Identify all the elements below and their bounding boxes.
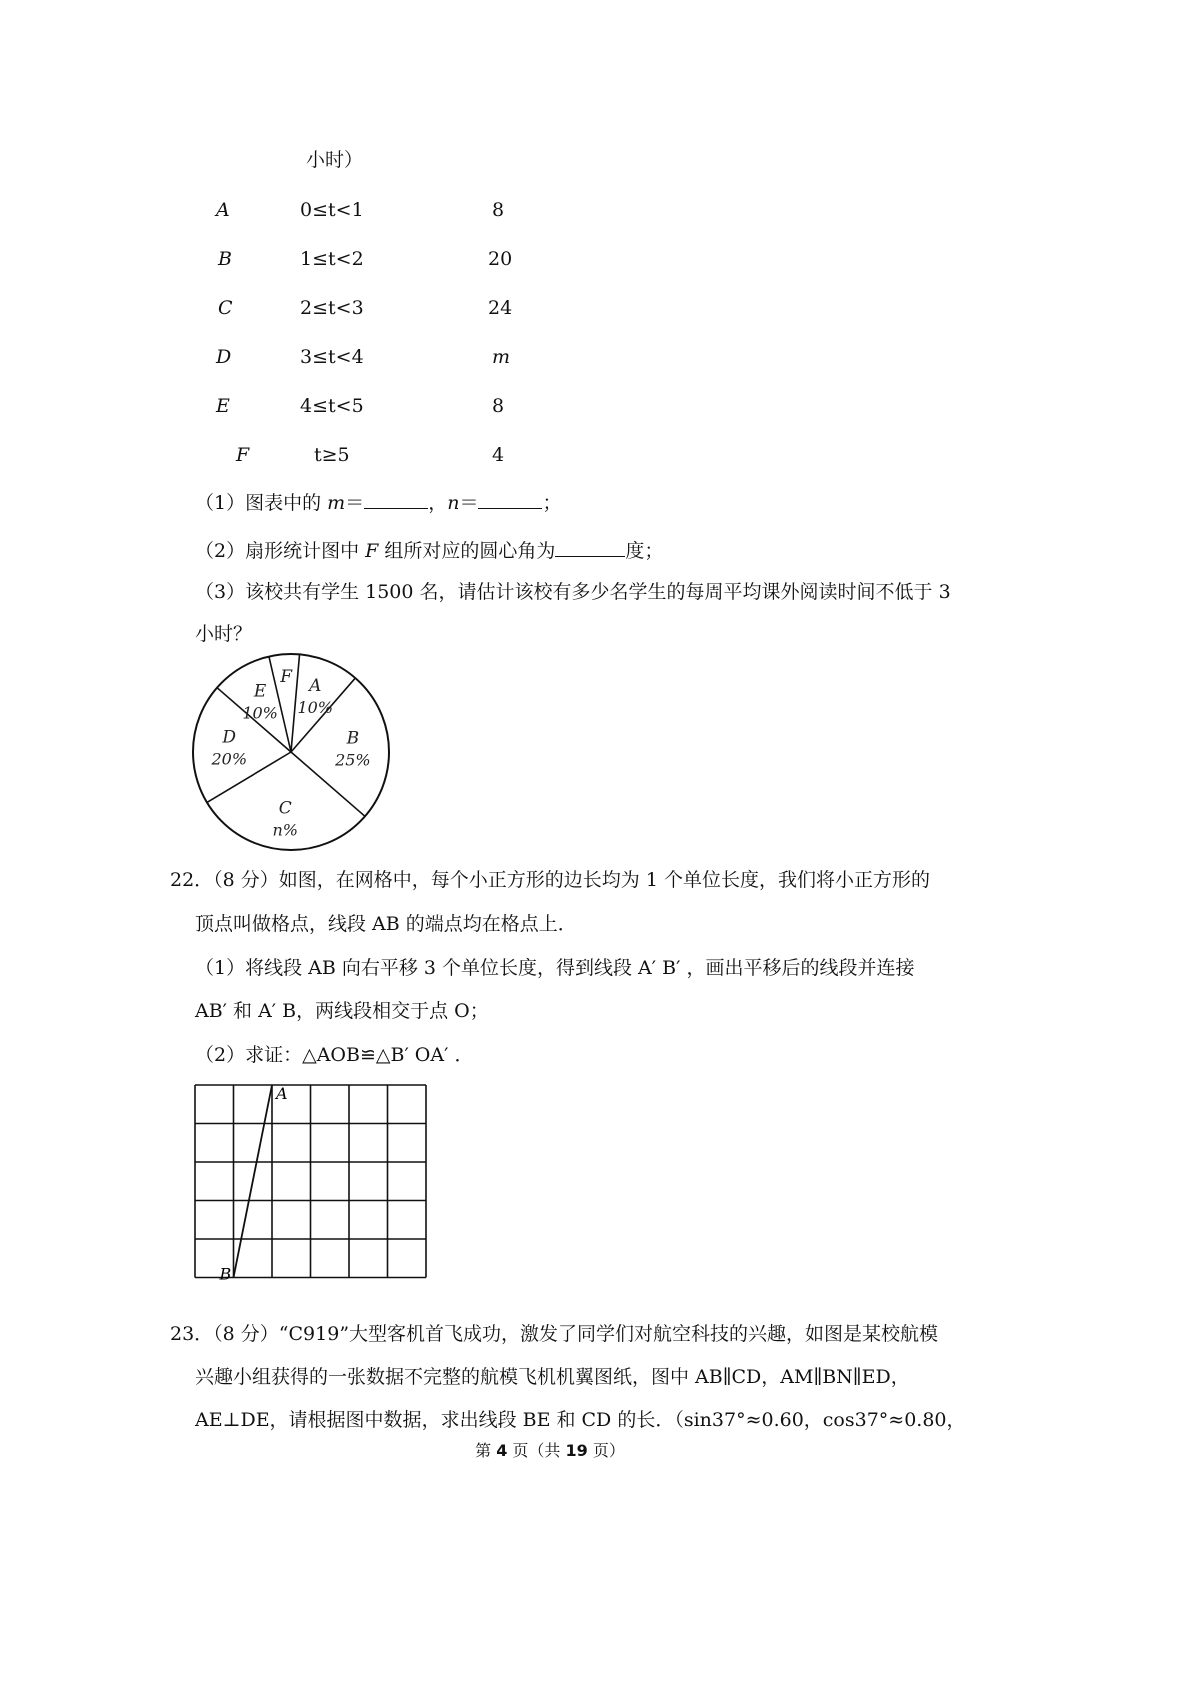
footer-prefix: 第 [475,1441,497,1460]
pie-percent-e: 10% [242,703,278,723]
page-footer [0,1438,1100,1461]
q23-line3: AE⊥DE，请根据图中数据，求出线段 BE 和 CD 的长．（sin37°≈0.60，cos37°≈0.80， [195,1409,966,1431]
table-row-group: F [236,444,250,466]
pie-percent-d: 20% [211,749,248,769]
pie-label-e: E [253,681,267,702]
q21-eq: ＝ [459,492,479,514]
q21-part1 [195,490,561,515]
footer-suffix: 页） [587,1441,625,1460]
q21-part2-mid: 组所对应的圆心角为 [378,540,556,562]
pie-percent-c: n% [272,820,299,840]
table-row-count: 4 [492,444,505,466]
q21-part3-line1: （3）该校共有学生 1500 名，请估计该校有多少名学生的每周平均课外阅读时间不低于 3 [195,581,951,603]
page-number: 4 [496,1441,508,1460]
q21-eq: ＝ [345,492,365,514]
grid-figure [185,1075,435,1295]
page-total: 19 [565,1441,588,1460]
table-row-range: 1≤t<2 [300,248,364,270]
q22-line3: （1）将线段 AB 向右平移 3 个单位长度，得到线段 A′ B′ ，画出平移后的线段并连接 [195,957,915,979]
q21-part2 [195,538,663,563]
point-a-label: A [276,1084,288,1103]
table-row-group: D [216,346,232,368]
table-row-range: 2≤t<3 [300,297,364,319]
q22-line4: AB′ 和 A′ B，两线段相交于点 O； [195,1000,489,1022]
q21-end: ； [542,492,562,514]
q21-part2-end: 度； [625,540,664,562]
pie-label-c: C [278,798,292,819]
table-row-range: 4≤t<5 [300,395,364,417]
table-row-range: 3≤t<4 [300,346,364,368]
table-row-count: 20 [488,248,513,270]
q21-var-f: F [365,540,379,562]
answer-blank-n [478,490,542,509]
table-row-count: 24 [488,297,513,319]
q21-sep: ， [428,492,448,514]
q22-line2: 顶点叫做格点，线段 AB 的端点均在格点上． [195,913,577,935]
pie-chart [180,640,410,855]
q23-line1: 23．（8 分）“C919”大型客机首飞成功，激发了同学们对航空科技的兴趣，如图是某校航模 [170,1323,939,1345]
footer-mid: 页（共 [507,1441,566,1460]
pie-label-d: D [222,727,237,748]
q21-var-m: m [327,492,346,514]
q22-line5: （2）求证：△AOB≌△B′ OA′ ． [195,1044,474,1066]
table-row-count: 8 [492,395,505,417]
table-row-range: 0≤t<1 [300,199,364,221]
table-row-group: E [216,395,230,417]
answer-blank-m [364,490,428,509]
table-row-group: A [216,199,230,221]
pie-percent-b: 25% [335,750,371,770]
table-row-group: B [218,248,232,270]
pie-percent-a: 10% [297,697,334,717]
q21-var-n: n [447,492,460,514]
point-b-label: B [219,1264,232,1284]
q21-part2-prefix: （2）扇形统计图中 [195,540,366,562]
q22-line1: 22．（8 分）如图，在网格中，每个小正方形的边长均为 1 个单位长度，我们将小正方形的 [170,869,930,891]
pie-label-a: A [309,675,322,696]
table-row-count: 8 [492,199,505,221]
answer-blank-angle [555,538,625,557]
q21-part1-prefix: （1）图表中的 [195,492,328,514]
table-header-tail: 小时） [306,149,364,171]
table-row-group: C [218,297,233,319]
q23-line2: 兴趣小组获得的一张数据不完整的航模飞机机翼图纸，图中 AB∥CD，AM∥BN∥ED， [195,1366,910,1388]
q21-part3-line2: 小时？ [195,623,253,645]
table-row-count: m [492,346,511,368]
pie-label-b: B [346,728,360,749]
pie-label-f: F [280,667,293,688]
segment-ab [234,1085,273,1278]
table-row-range: t≥5 [314,444,350,466]
